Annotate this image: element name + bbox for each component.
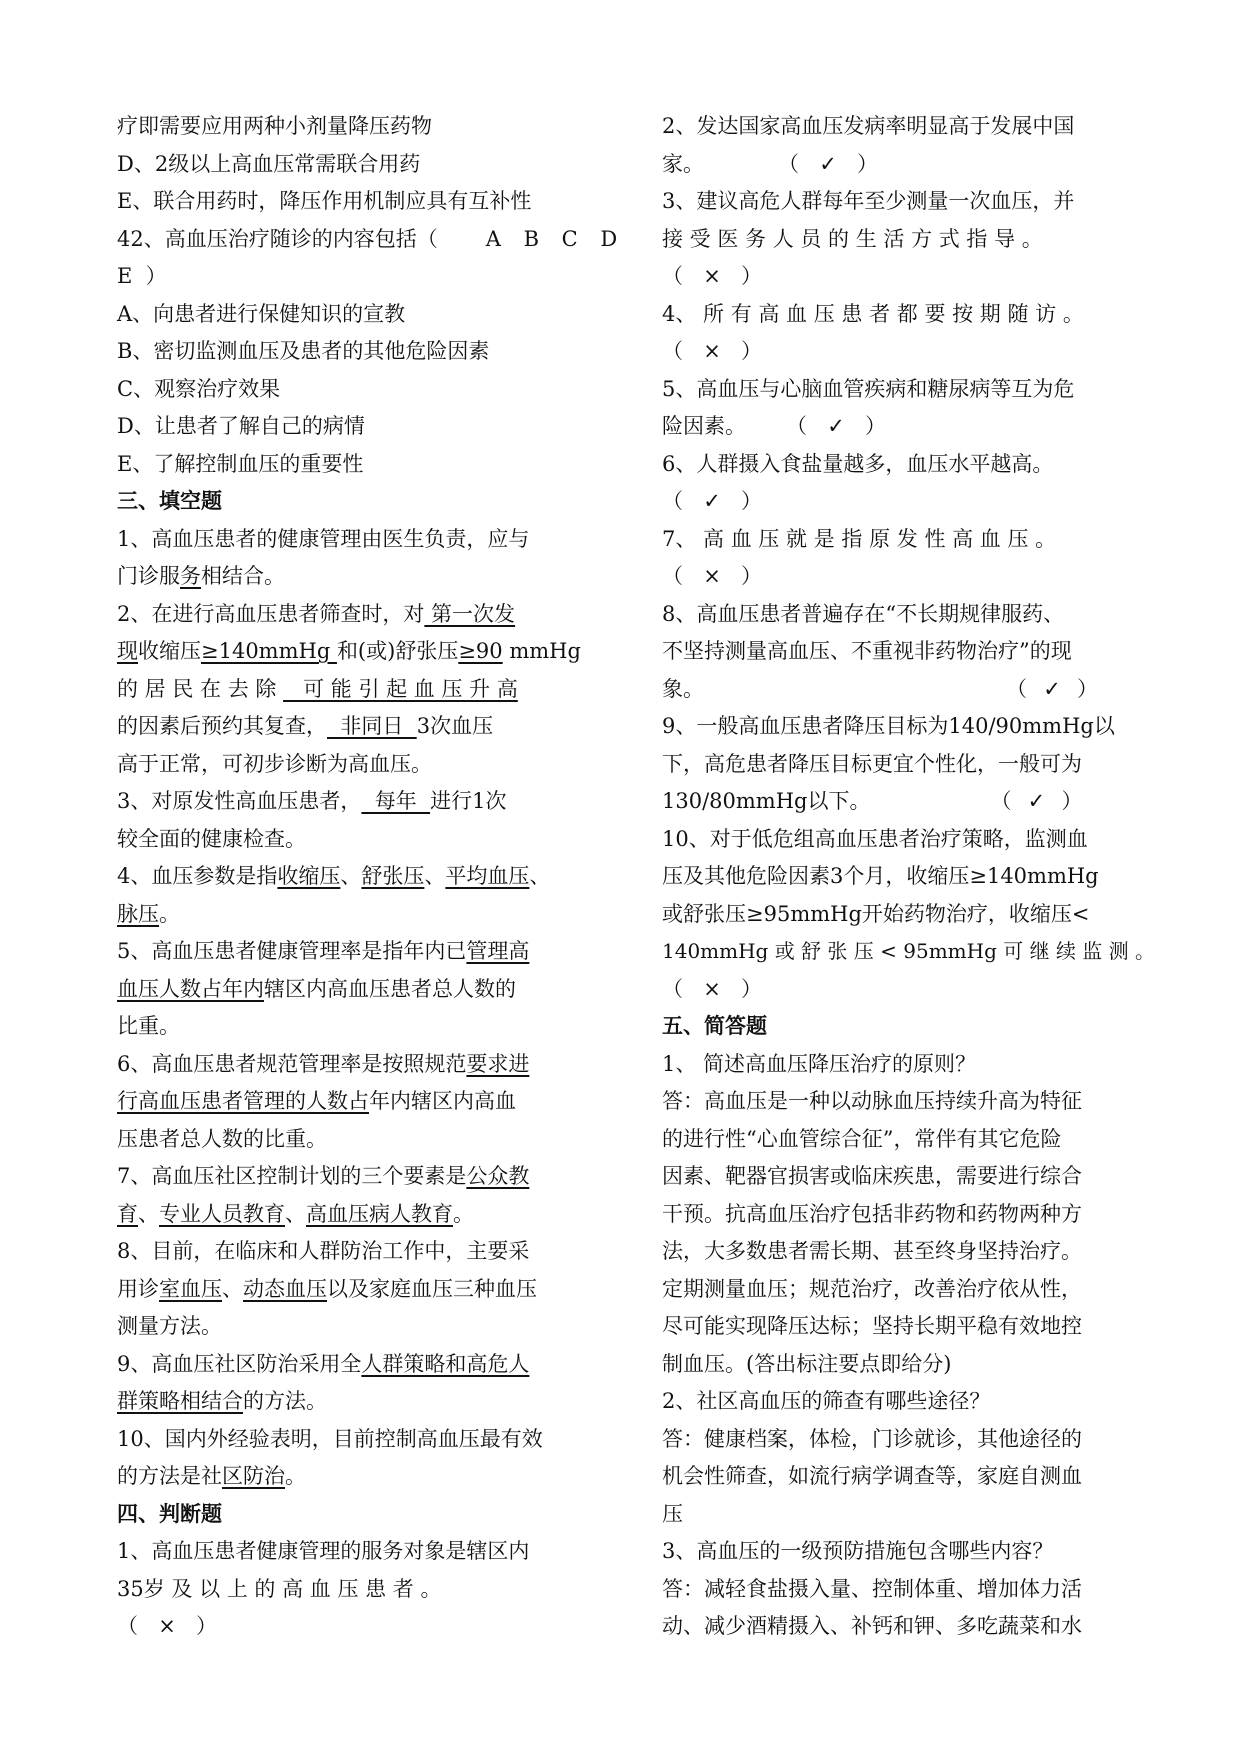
judge-1-line-1: 1、高血压患者健康管理的服务对象是辖区内 <box>117 1539 530 1563</box>
answer-blank: 务 <box>180 564 201 588</box>
text: 5、高血压患者健康管理率是指年内已 <box>117 939 467 963</box>
text: 、 <box>424 864 446 888</box>
fill-3-line-2: 较全面的健康检查。 <box>117 826 306 851</box>
answer-blank: 可 能 引 起 血 压 升 高 <box>283 676 518 701</box>
judge-8-line-1: 8、高血压患者普遍存在“不长期规律服药、 <box>662 601 1065 626</box>
text: 年内辖区内高血 <box>369 1089 516 1113</box>
short-3-question: 3、高血压的一级预防措施包含哪些内容？ <box>662 1539 1054 1563</box>
fill-1-line-1: 1、高血压患者的健康管理由医生负责，应与 <box>117 526 530 551</box>
judge-5-line-1: 5、高血压与心脑血管疾病和糖尿病等互为危 <box>662 376 1075 401</box>
paren-close: ） <box>865 414 886 438</box>
judge-10-line-2: 压及其他危险因素3个月，收缩压≥140mmHg <box>662 864 1099 888</box>
paren-close: ） <box>741 564 762 588</box>
answer-blank: 人群策略和高危人 <box>361 1351 530 1376</box>
fill-7-line-1 <box>117 1158 577 1196</box>
option-d: D、让患者了解自己的病情 <box>117 414 365 438</box>
section-heading-true-false: 四、判断题 <box>117 1501 222 1526</box>
paren-open: （ <box>662 976 683 1001</box>
answer-close: E ） <box>117 264 167 288</box>
text: 130/80mmHg以下。 <box>662 789 871 813</box>
short-1-answer-line: 制血压。(答出标注要点即给分) <box>662 1351 952 1376</box>
judge-1-line-2: 35岁 及 以 上 的 高 血 压 患 者 。 <box>117 1576 442 1601</box>
option-e: E、联合用药时，降压作用机制应具有互补性 <box>117 189 532 213</box>
cross-mark: × <box>703 564 721 588</box>
text: 相结合。 <box>201 564 285 588</box>
paren-close: ） <box>741 489 762 513</box>
short-2-answer-line: 答：健康档案，体检，门诊就诊，其他途径的 <box>662 1426 1082 1451</box>
judge-10-line-3: 或舒张压≥95mmHg开始药物治疗，收缩压< <box>662 901 1090 926</box>
text: 。 <box>159 901 180 926</box>
short-2-answer-line: 机会性筛查，如流行病学调查等，家庭自测血 <box>662 1464 1082 1488</box>
fill-5-line-2 <box>117 971 577 1009</box>
short-1-answer-line: 干预。抗高血压治疗包括非药物和药物两种方 <box>662 1201 1082 1226</box>
fill-5-line-1 <box>117 933 577 971</box>
answer-blank: 管理高 <box>466 939 530 963</box>
answer-blank: 专业人员教育 <box>159 1201 285 1226</box>
judge-10-answer <box>662 971 1122 1009</box>
fill-6-line-3: 压患者总人数的比重。 <box>117 1126 327 1151</box>
text: 7、高血压社区控制计划的三个要素是 <box>117 1164 467 1188</box>
judge-3-answer <box>662 258 1122 296</box>
short-1-answer-line: 答：高血压是一种以动脉血压持续升高为特征 <box>662 1089 1082 1113</box>
fill-8-line-3: 测量方法。 <box>117 1314 222 1338</box>
judge-9-line-3 <box>662 783 1122 821</box>
text: 的方法。 <box>243 1389 327 1413</box>
answer-blank: 公众教 <box>466 1164 530 1188</box>
answer-blank: 区防治 <box>222 1464 285 1488</box>
answer-blank: ≥140mmHg <box>201 639 337 663</box>
text-line: 疗即需要应用两种小剂量降压药物 <box>117 114 432 138</box>
text: 、 <box>529 864 551 888</box>
check-mark: ✓ <box>819 151 837 176</box>
text: 辖区内高血压患者总人数的 <box>264 976 516 1001</box>
judge-6-answer <box>662 483 1122 521</box>
text: 收缩压 <box>138 639 201 663</box>
fill-4-line-1 <box>117 858 577 896</box>
text: 、 <box>222 1276 243 1301</box>
option-d: D、2级以上高血压常需联合用药 <box>117 151 421 176</box>
cross-mark: × <box>703 339 721 363</box>
short-1-answer-line: 定期测量血压；规范治疗，改善治疗依从性， <box>662 1276 1082 1301</box>
paren-open: （ <box>662 564 683 588</box>
fill-8-line-1: 8、目前，在临床和人群防治工作中，主要采 <box>117 1239 530 1263</box>
paren-open: （ <box>786 414 807 438</box>
short-1-answer-line: 因素、靶器官损害或临床疾患，需要进行综合 <box>662 1164 1082 1188</box>
section-heading-fill-blank: 三、填空题 <box>117 489 222 513</box>
text: 象。 <box>662 676 704 701</box>
text: 3、对原发性高血压患者， <box>117 789 362 813</box>
left-column <box>117 108 626 1646</box>
check-mark: ✓ <box>1043 676 1061 701</box>
question-42 <box>117 221 626 259</box>
paren-close: ） <box>1077 676 1098 701</box>
text: 4、血压参数是指 <box>117 864 278 888</box>
fill-5-line-3: 比重。 <box>117 1014 180 1038</box>
text: 6、高血压患者规范管理率是按照规范 <box>117 1051 467 1076</box>
judge-4-answer <box>662 333 1122 371</box>
answer-blank: 舒张压 <box>361 864 425 888</box>
paren-open: （ <box>662 264 683 288</box>
text: 2、在进行高血压患者筛查时，对 <box>117 601 425 626</box>
short-1-answer-line: 尽可能实现降压达标；坚持长期平稳有效地控 <box>662 1314 1082 1338</box>
paren-open: （ <box>778 151 799 176</box>
fill-6-line-1 <box>117 1046 577 1084</box>
text: 的 居 民 在 去 除 <box>117 676 284 701</box>
paren-close: ） <box>857 151 878 176</box>
paren-close: ） <box>741 264 762 288</box>
text: 、 <box>138 1201 159 1226</box>
judge-9-line-2: 下，高危患者降压目标更宜个性化，一般可为 <box>662 751 1082 776</box>
text: 和(或)舒张压 <box>336 639 459 663</box>
judge-2-line-2 <box>662 146 1122 184</box>
answer-blank: 动态血压 <box>243 1276 327 1301</box>
option-c: C、观察治疗效果 <box>117 376 281 401</box>
paren-open: （ <box>990 789 1012 813</box>
fill-8-line-2 <box>117 1271 577 1309</box>
cross-mark: × <box>703 976 721 1001</box>
option-b: B、密切监测血压及患者的其他危险因素 <box>117 339 490 363</box>
text: 。 <box>285 1464 306 1488</box>
judge-5-line-2 <box>662 408 1122 446</box>
short-1-question: 1、 简述高血压降压治疗的原则？ <box>662 1051 977 1076</box>
fill-2-line-4 <box>117 708 577 746</box>
text: 3次血压 <box>416 714 494 738</box>
short-1-answer-line: 的进行性“心血管综合征”，常伴有其它危险 <box>662 1126 1062 1151</box>
fill-9-line-1 <box>117 1346 577 1384</box>
answer-blank: 血压人数占年内 <box>117 976 264 1001</box>
answer-blank: 收缩压 <box>277 864 341 888</box>
answer-letters: A B C D <box>485 226 626 251</box>
answer-blank: ≥90 <box>458 639 503 663</box>
judge-10-line-4: 140mmHg 或 舒 张 压 < 95mmHg 可 继 续 监 测 。 <box>662 939 1156 963</box>
text: 、 <box>285 1201 306 1226</box>
fill-2-line-2 <box>117 633 581 671</box>
check-mark: ✓ <box>703 489 721 513</box>
section-heading-short-answer: 五、简答题 <box>662 1014 767 1038</box>
fill-2-line-3 <box>117 671 577 709</box>
answer-blank: 要求进 <box>466 1051 530 1076</box>
fill-10-line-1: 10、国内外经验表明，目前控制高血压最有效 <box>117 1426 543 1451</box>
short-2-question: 2、社区高血压的筛查有哪些途径？ <box>662 1389 991 1413</box>
fill-3-line-1 <box>117 783 577 821</box>
paren-open: （ <box>662 489 683 513</box>
judge-10-line-1: 10、对于低危组高血压患者治疗策略，监测血 <box>662 826 1088 851</box>
text: 以及家庭血压三种血压 <box>327 1276 537 1301</box>
fill-1-line-2 <box>117 558 577 596</box>
paren-close: ） <box>741 976 762 1001</box>
answer-blank: 平均血压 <box>445 864 530 888</box>
paren-close: ） <box>741 339 762 363</box>
answer-blank: 每年 <box>361 789 431 813</box>
text: 门诊服 <box>117 564 180 588</box>
judge-1-answer <box>117 1608 577 1646</box>
answer-blank: 脉压 <box>117 901 159 926</box>
answer-blank: 室血压 <box>159 1276 222 1301</box>
text: 险因素。 <box>662 414 746 438</box>
question-text: 42、高血压治疗随诊的内容包括（ <box>117 226 438 251</box>
fill-7-line-2 <box>117 1196 577 1234</box>
text: 的方法是社 <box>117 1464 222 1488</box>
cross-mark: × <box>158 1614 176 1638</box>
cross-mark: × <box>703 264 721 288</box>
answer-blank: 高血压病人教育 <box>306 1201 453 1226</box>
short-3-answer-line: 答：减轻食盐摄入量、控制体重、增加体力活 <box>662 1576 1082 1601</box>
answer-blank: 育 <box>117 1201 138 1226</box>
paren-open: （ <box>1006 676 1027 701</box>
text: 家。 <box>662 151 704 176</box>
judge-3-line-2: 接 受 医 务 人 员 的 生 活 方 式 指 导 。 <box>662 226 1043 251</box>
fill-4-line-2 <box>117 896 577 934</box>
judge-4-line-1: 4、 所 有 高 血 压 患 者 都 要 按 期 随 访 。 <box>662 301 1084 326</box>
judge-8-line-3 <box>662 671 1122 709</box>
right-column <box>662 108 1156 1646</box>
short-1-answer-line: 法，大多数患者需长期、甚至终身坚持治疗。 <box>662 1239 1082 1263</box>
paren-close: ） <box>1061 789 1083 813</box>
judge-7-line-1: 7、 高 血 压 就 是 指 原 发 性 高 血 压 。 <box>662 526 1057 551</box>
check-mark: ✓ <box>1027 789 1046 813</box>
check-mark: ✓ <box>827 414 845 438</box>
text: 的因素后预约其复查， <box>117 714 327 738</box>
paren-open: （ <box>662 339 683 363</box>
text: 9、高血压社区防治采用全 <box>117 1351 362 1376</box>
paren-open: （ <box>117 1614 138 1638</box>
answer-blank: 群策略相结合 <box>117 1389 243 1413</box>
judge-8-line-2: 不坚持测量高血压、不重视非药物治疗”的现 <box>662 639 1072 663</box>
paren-close: ） <box>196 1614 217 1638</box>
text: mmHg <box>502 639 581 663</box>
option-a: A、向患者进行保健知识的宣教 <box>117 301 406 326</box>
answer-blank: 第一次发 <box>424 601 516 626</box>
judge-6-line-1: 6、人群摄入食盐量越多，血压水平越高。 <box>662 451 1054 476</box>
fill-2-line-5: 高于正常，可初步诊断为高血压。 <box>117 751 432 776</box>
option-e: E、了解控制血压的重要性 <box>117 451 364 476</box>
answer-blank: 现 <box>117 639 138 663</box>
judge-9-line-1: 9、一般高血压患者降压目标为140/90mmHg以 <box>662 714 1115 738</box>
fill-6-line-2 <box>117 1083 577 1121</box>
text: 用诊 <box>117 1276 159 1301</box>
judge-3-line-1: 3、建议高危人群每年至少测量一次血压，并 <box>662 189 1075 213</box>
answer-blank: 行高血压患者管理的人数占 <box>117 1089 369 1113</box>
judge-7-answer <box>662 558 1122 596</box>
fill-10-line-2 <box>117 1458 577 1496</box>
text: 。 <box>453 1201 474 1226</box>
answer-blank: 非同日 <box>327 714 417 738</box>
judge-2-line-1: 2、发达国家高血压发病率明显高于发展中国 <box>662 114 1075 138</box>
fill-9-line-2 <box>117 1383 577 1421</box>
text: 进行1次 <box>430 789 507 813</box>
short-2-answer-line: 压 <box>662 1501 683 1526</box>
short-3-answer-line: 动、减少酒精摄入、补钙和钾、多吃蔬菜和水 <box>662 1614 1082 1638</box>
text: 、 <box>340 864 362 888</box>
fill-2-line-1 <box>117 596 577 634</box>
